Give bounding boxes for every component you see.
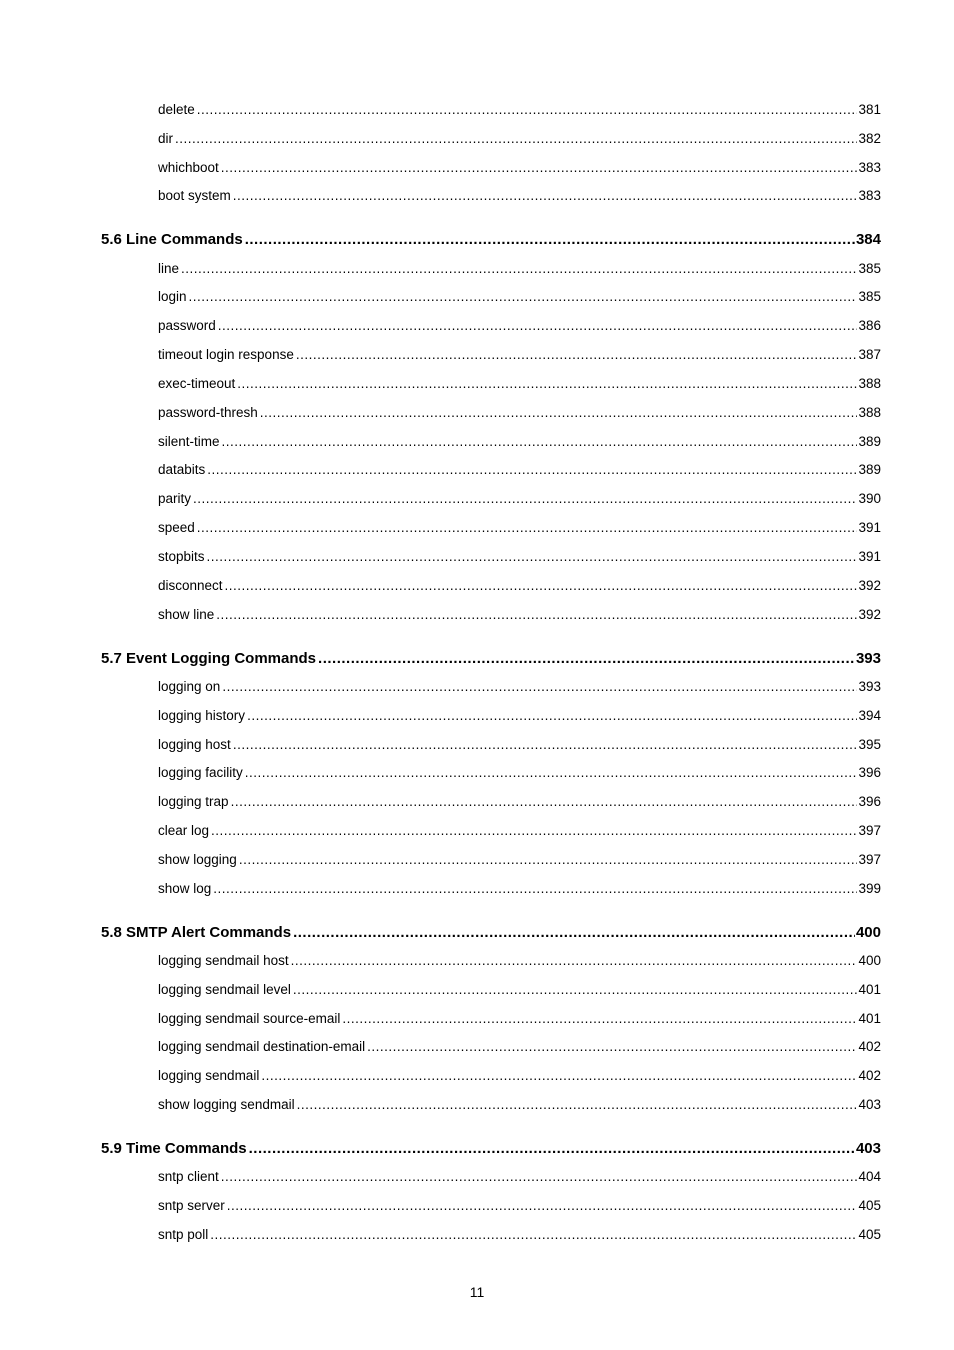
toc-section-heading[interactable] — [101, 231, 881, 248]
toc-entry[interactable] — [158, 434, 881, 449]
toc-entry-title: logging host — [158, 737, 231, 752]
toc-entry-title: logging on — [158, 679, 221, 694]
toc-entry[interactable] — [158, 462, 881, 477]
toc-entry-title: boot system — [158, 188, 231, 203]
toc-entry-title: show log — [158, 881, 212, 896]
toc-entry[interactable] — [158, 794, 881, 809]
toc-entry-page: 385 — [858, 261, 881, 276]
toc-entry-title: sntp poll — [158, 1227, 209, 1242]
dot-leader — [342, 1011, 857, 1026]
toc-entry-page: 391 — [858, 520, 881, 535]
toc-entry[interactable] — [158, 953, 881, 968]
toc-entry-title: dir — [158, 131, 174, 146]
toc-entry-title: whichboot — [158, 160, 219, 175]
toc-entry[interactable] — [158, 765, 881, 780]
toc-entry-title: delete — [158, 102, 195, 117]
toc-entry-page: 392 — [858, 607, 881, 622]
toc-entry-title: timeout login response — [158, 347, 294, 362]
dot-leader — [237, 376, 857, 391]
toc-entry-page: 389 — [858, 462, 881, 477]
toc-entry-page: 393 — [855, 650, 881, 667]
toc-entry[interactable] — [158, 1097, 881, 1112]
toc-entry-page: 391 — [858, 549, 881, 564]
toc-entry-page: 387 — [858, 347, 881, 362]
toc-entry-page: 401 — [858, 982, 881, 997]
dot-leader — [245, 765, 858, 780]
dot-leader — [221, 160, 858, 175]
toc-entry[interactable] — [158, 491, 881, 506]
toc-entry-title: exec-timeout — [158, 376, 236, 391]
toc-entry[interactable] — [158, 737, 881, 752]
toc-entry-page: 395 — [858, 737, 881, 752]
toc-entry[interactable] — [158, 1198, 881, 1213]
dot-leader — [181, 261, 857, 276]
dot-leader — [291, 953, 858, 968]
toc-entry-title: sntp server — [158, 1198, 225, 1213]
toc-entry-title: sntp client — [158, 1169, 219, 1184]
toc-entry-title: logging trap — [158, 794, 229, 809]
dot-leader — [231, 794, 858, 809]
toc-entry-title: logging sendmail source-email — [158, 1011, 341, 1026]
toc-entry-page: 381 — [858, 102, 881, 117]
dot-leader — [189, 289, 858, 304]
toc-entry-title: password-thresh — [158, 405, 258, 420]
toc-entry-page: 392 — [858, 578, 881, 593]
toc-entry[interactable] — [158, 607, 881, 622]
toc-section-heading[interactable] — [101, 1140, 881, 1157]
dot-leader — [249, 1140, 855, 1157]
page-number: 11 — [469, 1284, 485, 1300]
dot-leader — [247, 708, 857, 723]
toc-entry-title: disconnect — [158, 578, 223, 593]
toc-entry[interactable] — [158, 160, 881, 175]
toc-entry[interactable] — [158, 881, 881, 896]
toc-entry[interactable] — [158, 1039, 881, 1054]
dot-leader — [293, 982, 858, 997]
toc-entry[interactable] — [158, 131, 881, 146]
toc-entry-page: 403 — [855, 1140, 881, 1157]
toc-entry-page: 393 — [858, 679, 881, 694]
toc-entry-title: clear log — [158, 823, 210, 838]
toc-entry-page: 397 — [858, 852, 881, 867]
toc-entry[interactable] — [158, 708, 881, 723]
dot-leader — [318, 650, 855, 667]
toc-entry[interactable] — [158, 823, 881, 838]
toc-entry-title: silent-time — [158, 434, 220, 449]
toc-entry-page: 383 — [858, 188, 881, 203]
toc-entry-page: 405 — [858, 1198, 881, 1213]
dot-leader — [227, 1198, 858, 1213]
dot-leader — [260, 405, 858, 420]
toc-entry-title: logging history — [158, 708, 246, 723]
toc-entry[interactable] — [158, 982, 881, 997]
toc-entry[interactable] — [158, 318, 881, 333]
toc-entry-page: 382 — [858, 131, 881, 146]
toc-entry-page: 396 — [858, 765, 881, 780]
toc-entry[interactable] — [158, 1169, 881, 1184]
toc-entry[interactable] — [158, 261, 881, 276]
toc-entry-title: stopbits — [158, 549, 205, 564]
toc-entry-page: 396 — [858, 794, 881, 809]
toc-entry-title: line — [158, 261, 180, 276]
toc-entry-title: speed — [158, 520, 195, 535]
dot-leader — [297, 1097, 858, 1112]
toc-entry-title: login — [158, 289, 187, 304]
toc-entry-title: show line — [158, 607, 215, 622]
toc-entry[interactable] — [158, 578, 881, 593]
toc-entry-page: 400 — [855, 924, 881, 941]
toc-entry[interactable] — [158, 376, 881, 391]
toc-entry-title: 5.8 SMTP Alert Commands — [101, 924, 292, 941]
toc-entry-title: show logging — [158, 852, 237, 867]
toc-entry-page: 388 — [858, 405, 881, 420]
toc-entry[interactable] — [158, 852, 881, 867]
dot-leader — [222, 434, 858, 449]
toc-entry-page: 385 — [858, 289, 881, 304]
dot-leader — [207, 462, 857, 477]
toc-entry-title: logging sendmail — [158, 1068, 260, 1083]
toc-entry[interactable] — [158, 1011, 881, 1026]
dot-leader — [225, 578, 858, 593]
toc-entry-title: 5.6 Line Commands — [101, 231, 243, 248]
dot-leader — [210, 1227, 857, 1242]
toc-entry[interactable] — [158, 679, 881, 694]
toc-entry[interactable] — [158, 1068, 881, 1083]
toc-entry[interactable] — [158, 102, 881, 117]
toc-entry-title: logging facility — [158, 765, 243, 780]
toc-entry-page: 397 — [858, 823, 881, 838]
dot-leader — [233, 737, 858, 752]
toc-entry[interactable] — [158, 1227, 881, 1242]
dot-leader — [218, 318, 858, 333]
toc-entry-title: 5.7 Event Logging Commands — [101, 650, 317, 667]
toc-entry-page: 390 — [858, 491, 881, 506]
dot-leader — [221, 1169, 858, 1184]
toc-entry-page: 388 — [858, 376, 881, 391]
toc-entry-page: 386 — [858, 318, 881, 333]
toc-entry-page: 403 — [858, 1097, 881, 1112]
toc-entry[interactable] — [158, 289, 881, 304]
toc-entry-page: 389 — [858, 434, 881, 449]
toc-entry-page: 402 — [858, 1039, 881, 1054]
toc-entry[interactable] — [158, 188, 881, 203]
toc-section-heading[interactable] — [101, 924, 881, 941]
dot-leader — [296, 347, 858, 362]
toc-entry-page: 399 — [858, 881, 881, 896]
toc-section-heading[interactable] — [101, 650, 881, 667]
toc-entry[interactable] — [158, 405, 881, 420]
toc-entry-page: 404 — [858, 1169, 881, 1184]
dot-leader — [245, 231, 855, 248]
dot-leader — [216, 607, 857, 622]
toc-entry-title: 5.9 Time Commands — [101, 1140, 247, 1157]
dot-leader — [211, 823, 857, 838]
toc-entry-title: databits — [158, 462, 206, 477]
toc-entry-title: logging sendmail destination-email — [158, 1039, 366, 1054]
dot-leader — [207, 549, 858, 564]
toc-entry-page: 394 — [858, 708, 881, 723]
dot-leader — [197, 102, 858, 117]
toc-entry-title: logging sendmail host — [158, 953, 289, 968]
toc-entry[interactable] — [158, 347, 881, 362]
toc-entry-title: show logging sendmail — [158, 1097, 295, 1112]
dot-leader — [213, 881, 857, 896]
toc-entry-page: 400 — [858, 953, 881, 968]
toc-entry-page: 384 — [855, 231, 881, 248]
dot-leader — [367, 1039, 857, 1054]
dot-leader — [175, 131, 857, 146]
dot-leader — [293, 924, 855, 941]
dot-leader — [222, 679, 857, 694]
toc-entry-title: password — [158, 318, 216, 333]
toc-entry-page: 402 — [858, 1068, 881, 1083]
dot-leader — [193, 491, 857, 506]
dot-leader — [261, 1068, 857, 1083]
dot-leader — [197, 520, 858, 535]
dot-leader — [239, 852, 858, 867]
dot-leader — [233, 188, 858, 203]
toc-entry[interactable] — [158, 520, 881, 535]
toc-entry-title: parity — [158, 491, 192, 506]
toc-entry[interactable] — [158, 549, 881, 564]
toc-entry-page: 383 — [858, 160, 881, 175]
toc-entry-title: logging sendmail level — [158, 982, 291, 997]
toc-entry-page: 405 — [858, 1227, 881, 1242]
toc-entry-page: 401 — [858, 1011, 881, 1026]
